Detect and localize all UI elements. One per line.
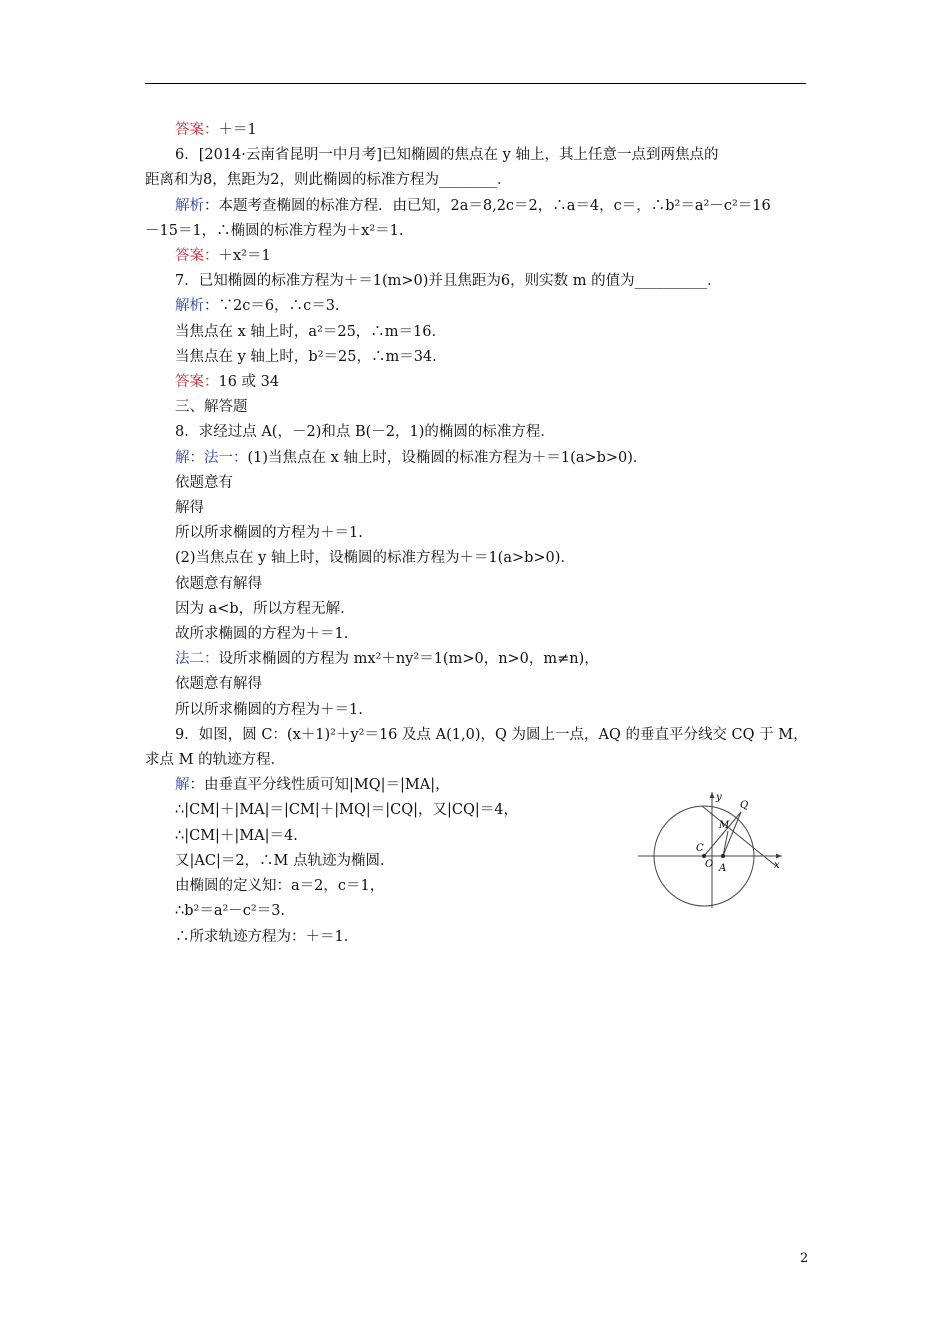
text-line <box>145 546 809 571</box>
header-rule <box>145 83 806 84</box>
text-line <box>145 219 809 244</box>
line-text: 故所求椭圆的方程为＋＝1. <box>175 626 349 643</box>
label-c: C <box>696 843 704 854</box>
segment-ma <box>723 831 728 856</box>
line-label: 解：法一： <box>175 449 248 466</box>
line-text: 7．已知椭圆的标准方程为＋＝1(m>0)并且焦距为6，则实数 m 的值为__________． <box>175 273 722 290</box>
text-line <box>145 723 809 748</box>
text-line <box>145 143 809 168</box>
text-line <box>145 698 809 723</box>
text-line <box>145 471 809 496</box>
text-line <box>145 420 809 445</box>
point-a <box>721 854 725 858</box>
text-line <box>145 572 809 597</box>
line-text: 当焦点在 x 轴上时，a²＝25，∴m＝16. <box>175 323 437 340</box>
line-label: 解 <box>175 777 190 794</box>
line-text: ：由垂直平分线性质可知|MQ|＝|MA|， <box>189 777 450 794</box>
line-text: ∴所求轨迹方程为：＋＝1. <box>175 928 349 945</box>
line-text: 由椭圆的定义知：a＝2，c＝1， <box>175 878 385 895</box>
line-label: 答案： <box>175 122 219 138</box>
text-line <box>145 597 809 622</box>
line-text: 求点 M 的轨迹方程． <box>145 752 286 769</box>
line-text: ∴|CM|＋|MA|＝4. <box>175 827 298 844</box>
line-label: 答案： <box>175 248 219 265</box>
text-line <box>145 320 809 345</box>
text-line <box>145 370 809 395</box>
text-line <box>145 672 809 697</box>
text-line <box>145 395 809 420</box>
line-text: －15＝1，∴椭圆的标准方程为＋x²＝1. <box>145 222 404 239</box>
text-line <box>145 269 809 294</box>
x-axis-arrow <box>776 854 782 859</box>
circle-figure <box>634 788 784 910</box>
line-text: 解得 <box>175 500 204 517</box>
text-line <box>145 244 809 269</box>
line-label: 解析 <box>175 298 204 315</box>
line-text: ：本题考查椭圆的标准方程．由已知，2a＝8,2c＝2，∴a＝4，c＝，∴b²＝a²－c²＝16 <box>204 197 771 214</box>
text-line <box>145 748 809 773</box>
text-line <box>145 168 809 193</box>
text-line <box>145 446 809 471</box>
text-line <box>145 118 809 143</box>
line-text: 所以所求椭圆的方程为＋＝1. <box>175 701 363 718</box>
line-text: 8．求经过点 A(，－2)和点 B(－2，1)的椭圆的标准方程． <box>175 424 555 441</box>
line-text: 16 或 34 <box>218 374 280 391</box>
y-axis-arrow <box>710 792 715 798</box>
line-text: 6．[2014·云南省昆明一中月考]已知椭圆的焦点在 y 轴上，其上任意一点到两焦点的 <box>175 147 719 164</box>
text-line <box>145 622 809 647</box>
line-text: 9．如图，圆 C：(x＋1)²＋y²＝16 及点 A(1,0)，Q 为圆上一点，AQ 的垂直平分线交 CQ 于 M， <box>175 726 808 743</box>
line-text: 依题意有 <box>175 474 233 491</box>
label-y: y <box>716 792 722 803</box>
text-line <box>145 925 809 950</box>
line-text: 设所求椭圆的方程为 mx²＋ny²＝1(m>0，n>0，m≠n)， <box>218 651 599 668</box>
text-line <box>145 521 809 546</box>
text-line <box>145 496 809 521</box>
line-text: 三、解答题 <box>175 399 248 416</box>
line-text: (2)当焦点在 y 轴上时，设椭圆的标准方程为＋＝1(a>b>0)． <box>175 550 575 567</box>
label-m: M <box>719 820 730 831</box>
label-o: O <box>705 859 714 870</box>
line-text: 所以所求椭圆的方程为＋＝1. <box>175 525 363 542</box>
text-line <box>145 647 809 672</box>
label-q: Q <box>740 800 749 811</box>
label-x: x <box>774 860 780 871</box>
line-text: 距离和为8，焦距为2，则此椭圆的标准方程为________． <box>145 172 512 189</box>
line-text: 依题意有解得 <box>175 575 262 592</box>
line-text: ∴b²＝a²－c²＝3. <box>175 903 286 920</box>
line-text: ＋＝1 <box>218 122 257 138</box>
line-text: ：∵2c＝6，∴c＝3. <box>204 298 340 315</box>
line-text: 因为 a<b，所以方程无解． <box>175 600 355 617</box>
line-text: (1)当焦点在 x 轴上时，设椭圆的标准方程为＋＝1(a>b>0)． <box>247 449 648 466</box>
segment-cq <box>704 812 741 856</box>
line-text: ＋x²＝1 <box>218 248 271 265</box>
page-number: 2 <box>800 1251 809 1266</box>
label-a: A <box>719 863 727 874</box>
point-c <box>702 854 706 858</box>
line-text: ∴|CM|＋|MA|＝|CM|＋|MQ|＝|CQ|，又|CQ|＝4， <box>175 802 518 819</box>
text-line <box>145 194 809 219</box>
line-label: 答案： <box>175 374 219 391</box>
segment-aq <box>723 812 741 856</box>
line-text: 依题意有解得 <box>175 676 262 693</box>
line-label: 解析 <box>175 197 204 214</box>
line-text: 又|AC|＝2，∴M 点轨迹为椭圆． <box>175 852 395 869</box>
text-line <box>145 345 809 370</box>
text-line <box>145 294 809 319</box>
line-text: 当焦点在 y 轴上时，b²＝25，∴m＝34. <box>175 348 437 365</box>
line-label: 法二： <box>175 651 219 668</box>
